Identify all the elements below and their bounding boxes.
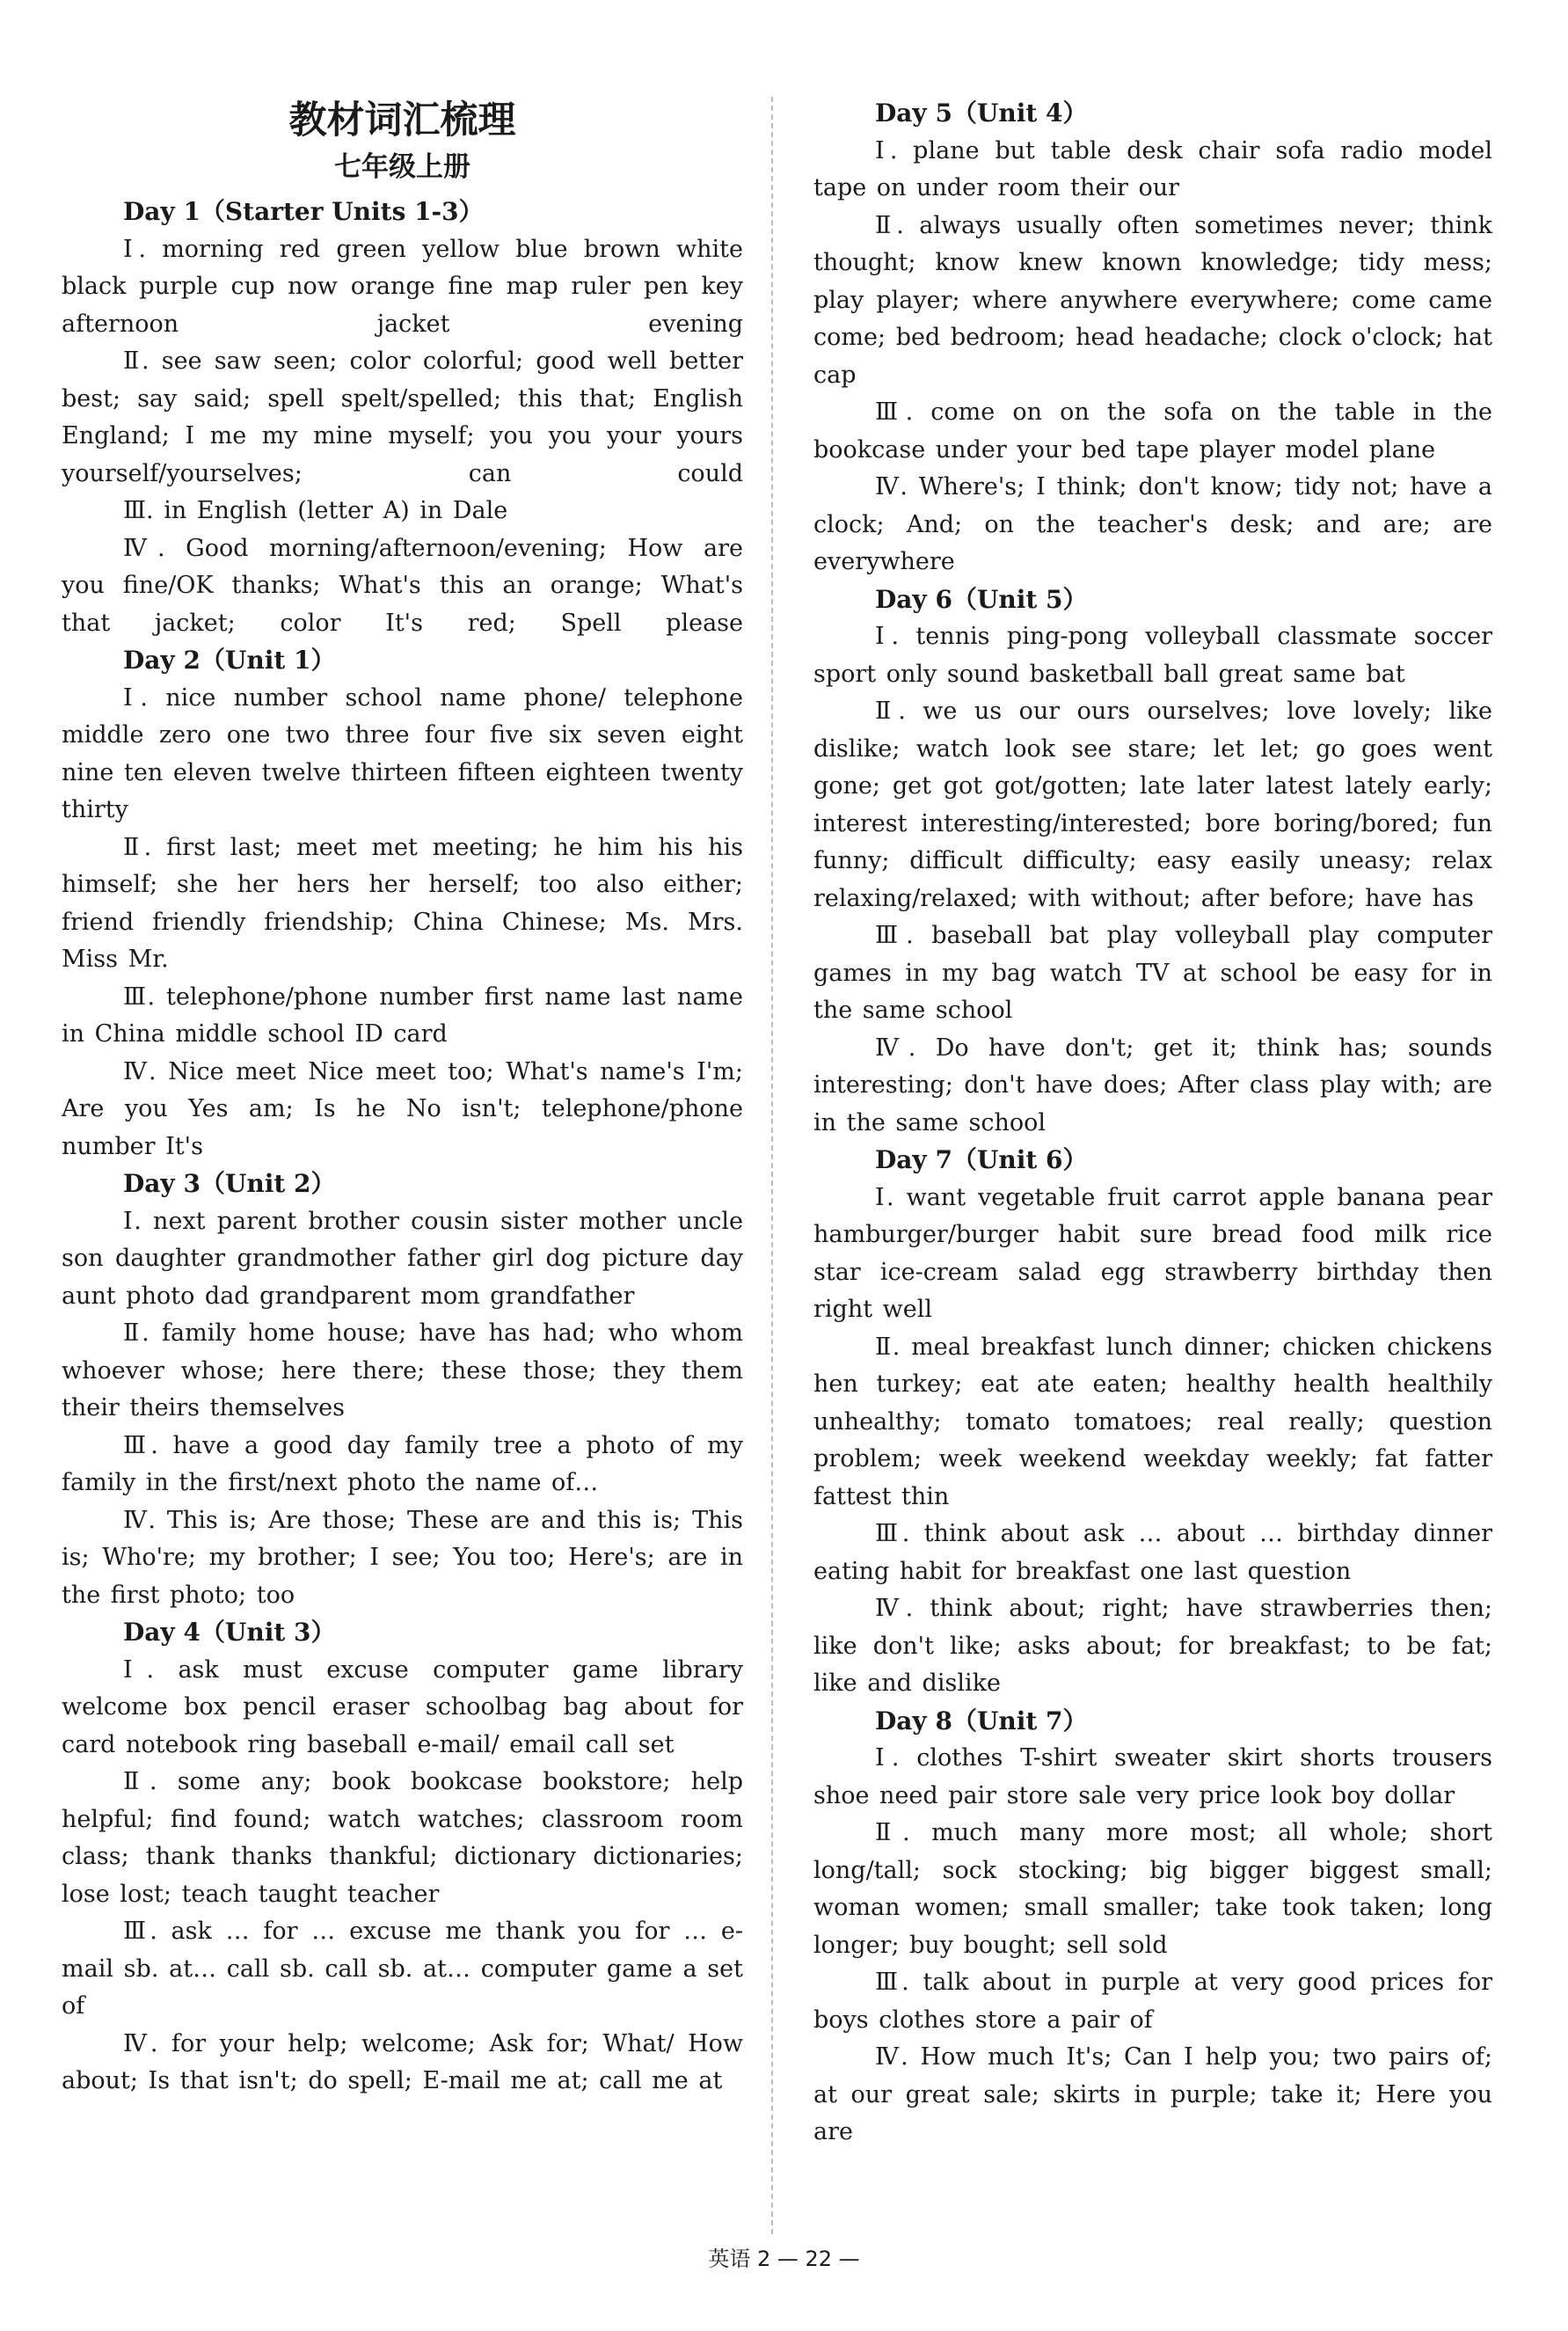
day-4-section-1: Ⅰ. ask must excuse computer game library welcome box pencil eraser schoolbag bag about for card notebook ring baseball e-mail/ email call set bbox=[62, 1655, 743, 1758]
column-divider bbox=[771, 97, 773, 2234]
day-8-section-3: Ⅲ. talk about in purple at very good prices for boys clothes store a pair of bbox=[813, 1969, 1492, 2034]
day-3-heading: Day 3（Unit 2） bbox=[123, 1169, 336, 1198]
day-2-section-4: Ⅳ. Nice meet Nice meet too; What's name's I'm; Are you Yes am; Is he No isn't; telephone/phone number It's bbox=[62, 1057, 743, 1160]
day-3-section-3: Ⅲ. have a good day family tree a photo of my family in the first/next photo the name of… bbox=[62, 1431, 743, 1496]
day-8-section-2: Ⅱ. much many more most; all whole; short long/tall; sock stocking; big bigger biggest small; woman women; small smaller; take took taken; long longer; buy bought; sell sold bbox=[813, 1819, 1492, 1959]
day-4-heading: Day 4（Unit 3） bbox=[123, 1618, 336, 1647]
page-title: 教材词汇梳理 bbox=[288, 99, 516, 142]
day-8-section-1: Ⅰ. clothes T-shirt sweater skirt shorts trousers shoe need pair store sale very price look boy dollar bbox=[813, 1744, 1492, 1809]
day-3-section-4: Ⅳ. This is; Are those; These are and this is; This is; Who're; my brother; I see; You too; Here's; are in the first photo; too bbox=[62, 1506, 743, 1609]
day-7-section-4: Ⅳ. think about; right; have strawberries then; like don't like; asks about; for breakfast; to be fat; like and dislike bbox=[813, 1595, 1492, 1697]
day-5-section-1: Ⅰ. plane but table desk chair sofa radio model tape on under room their our bbox=[813, 136, 1492, 201]
day-8-heading: Day 8（Unit 7） bbox=[875, 1706, 1088, 1735]
day-1-heading: Day 1（Starter Units 1-3） bbox=[123, 197, 484, 226]
day-2-section-3: Ⅲ. telephone/phone number first name last name in China middle school ID card bbox=[62, 983, 743, 1048]
day-4-section-3: Ⅲ. ask … for … excuse me thank you for … e-mail sb. at… call sb. call sb. at… computer game a set of bbox=[62, 1918, 743, 2020]
left-column bbox=[62, 97, 743, 2101]
day-5-heading: Day 5（Unit 4） bbox=[875, 99, 1088, 128]
day-7-section-2: Ⅱ. meal breakfast lunch dinner; chicken chickens hen turkey; eat ate eaten; healthy health healthily unhealthy; tomato tomatoes; real really; question problem; week weekend weekday weekly; fat fatter fattest thin bbox=[813, 1333, 1492, 1510]
page-subtitle: 七年级上册 bbox=[334, 151, 470, 183]
day-5-section-4: Ⅳ. Where's; I think; don't know; tidy not; have a clock; And; on the teacher's desk; and are; are everywhere bbox=[813, 473, 1492, 575]
day-4-section-4: Ⅳ. for your help; welcome; Ask for; What/ How about; Is that isn't; do spell; E-mail me at; call me at bbox=[62, 2029, 743, 2094]
day-1-section-3: Ⅲ. in English (letter A) in Dale bbox=[123, 497, 508, 524]
day-2-section-1: Ⅰ. nice number school name phone/ telephone middle zero one two three four five six seven eight nine ten eleven twelve thirteen fifteen eighteen twenty thirty bbox=[62, 683, 743, 823]
day-2-section-2: Ⅱ. first last; meet met meeting; he him his his himself; she her hers her herself; too also either; friend friendly friendship; China Chinese; Ms. Mrs. Miss Mr. bbox=[62, 833, 743, 973]
day-1-section-2: Ⅱ. see saw seen; color colorful; good well better best; say said; spell spelt/spelled; this that; English England; I me my mine myself; you you your yours yourself/yourselves; can could bbox=[62, 347, 743, 487]
day-6-section-1: Ⅰ. tennis ping-pong volleyball classmate soccer sport only sound basketball ball great same bat bbox=[813, 623, 1492, 688]
day-6-section-3: Ⅲ. baseball bat play volleyball play computer games in my bag watch TV at school be easy for in the same school bbox=[813, 922, 1492, 1024]
day-1-section-4: Ⅳ. Good morning/afternoon/evening; How are you fine/OK thanks; What's this an orange; What's that jacket; color It's red; Spell please bbox=[62, 534, 743, 637]
day-5-section-3: Ⅲ. come on on the sofa on the table in the bookcase under your bed tape player model plane bbox=[813, 398, 1492, 464]
day-2-heading: Day 2（Unit 1） bbox=[123, 646, 336, 675]
day-3-section-1: Ⅰ. next parent brother cousin sister mother uncle son daughter grandmother father girl dog picture day aunt photo dad grandparent mom grandfather bbox=[62, 1207, 743, 1310]
day-7-heading: Day 7（Unit 6） bbox=[875, 1145, 1088, 1174]
page-footer: 英语 2 — 22 — bbox=[708, 2247, 860, 2271]
day-4-section-2: Ⅱ. some any; book bookcase bookstore; help helpful; find found; watch watches; classroom room class; thank thanks thankful; dictionary dictionaries; lose lost; teach taught teacher bbox=[62, 1768, 743, 1908]
day-6-section-2: Ⅱ. we us our ours ourselves; love lovely; like dislike; watch look see stare; let let; go goes went gone; get got got/gotten; late later latest lately early; interest interesting/interested; bore boring/bored; fun funny; difficult difficulty; easy easily uneasy; relax relaxing/relaxed; with without; after before; have has bbox=[813, 698, 1492, 912]
day-7-section-3: Ⅲ. think about ask … about … birthday dinner eating habit for breakfast one last question bbox=[813, 1520, 1492, 1585]
day-7-section-1: Ⅰ. want vegetable fruit carrot apple banana pear hamburger/burger habit sure bread food milk rice star ice-cream salad egg strawberry birthday then right well bbox=[813, 1183, 1492, 1323]
day-3-section-2: Ⅱ. family home house; have has had; who whom whoever whose; here there; these those; they them their theirs themselves bbox=[62, 1319, 743, 1421]
day-6-section-4: Ⅳ. Do have don't; get it; think has; sounds interesting; don't have does; After class play with; are in the same school bbox=[813, 1034, 1492, 1136]
right-column bbox=[813, 95, 1492, 2152]
day-1-section-1: Ⅰ. morning red green yellow blue brown white black purple cup now orange fine map ruler pen key afternoon jacket evening bbox=[62, 235, 743, 338]
day-5-section-2: Ⅱ. always usually often sometimes never; think thought; know knew known knowledge; tidy mess; play player; where anywhere everywhere; come came come; bed bedroom; head headache; clock o'clock; hat cap bbox=[813, 211, 1492, 389]
day-6-heading: Day 6（Unit 5） bbox=[875, 584, 1088, 614]
day-8-section-4: Ⅳ. How much It's; Can I help you; two pairs of; at our great sale; skirts in purple; take it; Here you are bbox=[813, 2043, 1492, 2145]
